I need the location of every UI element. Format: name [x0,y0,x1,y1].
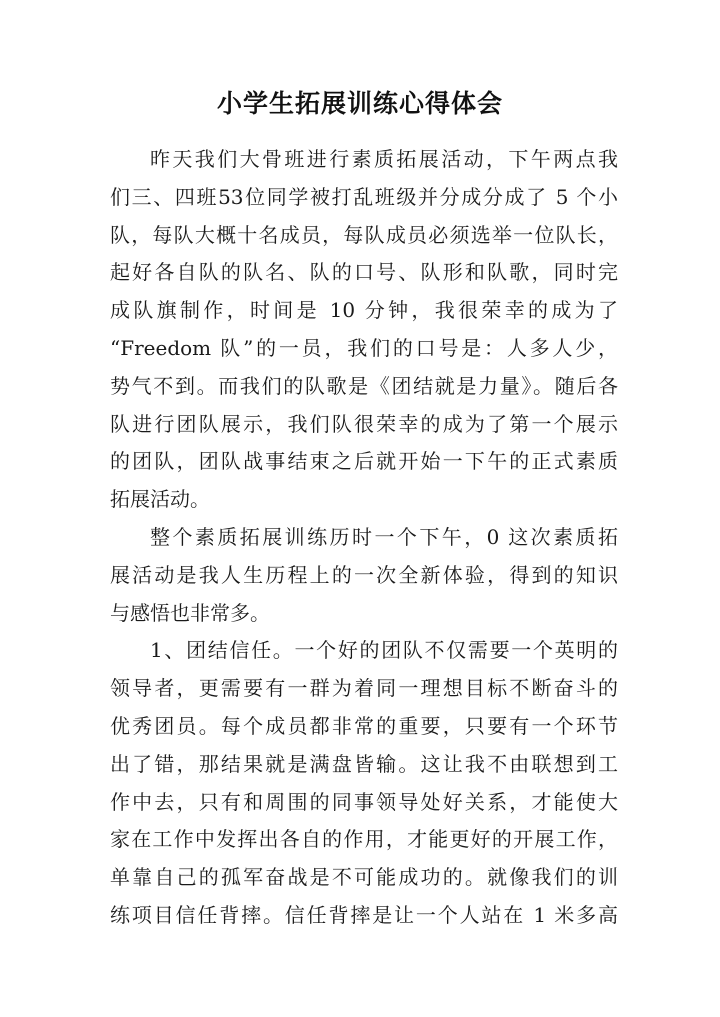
paragraph-line: 们三、四班53位同学被打乱班级并分成分成了 5 个小 [110,184,618,209]
paragraph-line: 成队旗制作，时间是 10 分钟，我很荣幸的成为了 [110,298,618,323]
paragraph-line: 练项目信任背摔。信任背摔是让一个人站在 1 米多高 [110,902,618,927]
paragraph-line: 与感悟也非常多。 [110,600,270,625]
paragraph-line: 家在工作中发挥出各自的作用，才能更好的开展工作， [110,827,618,852]
paragraph-line: 势气不到。而我们的队歌是《团结就是力量》。随后各 [110,373,618,398]
paragraph-line: “Freedom 队”的一员，我们的口号是：人多人少， [110,335,618,360]
paragraph-line: 拓展活动。 [110,487,210,512]
paragraph-line: 领导者，更需要有一群为着同一理想目标不断奋斗的 [110,676,618,701]
paragraph-line: 队进行团队展示，我们队很荣幸的成为了第一个展示 [110,411,618,436]
document-body [110,141,618,935]
paragraph-line: 单靠自己的孤军奋战是不可能成功的。就像我们的训 [110,865,618,890]
paragraph-line: 队，每队大概十名成员，每队成员必须选举一位队长， [110,222,618,247]
paragraph-line: 1、团结信任。一个好的团队不仅需要一个英明的 [150,638,618,663]
paragraph-line: 的团队，团队战事结束之后就开始一下午的正式素质 [110,449,618,474]
paragraph-line: 优秀团员。每个成员都非常的重要，只要有一个环节 [110,713,618,738]
paragraph-line: 出了错，那结果就是满盘皆输。这让我不由联想到工 [110,751,618,776]
paragraph-line: 整个素质拓展训练历时一个下午，0 这次素质拓 [150,524,618,549]
paragraph-line: 展活动是我人生历程上的一次全新体验，得到的知识 [110,562,618,587]
paragraph-line: 作中去，只有和周围的同事领导处好关系，才能使大 [110,789,618,814]
paragraph-line: 昨天我们大骨班进行素质拓展活动，下午两点我 [150,147,618,171]
paragraph-line: 起好各自队的队名、队的口号、队形和队歌，同时完 [110,260,618,285]
document-title: 小学生拓展训练心得体会 [216,89,503,118]
